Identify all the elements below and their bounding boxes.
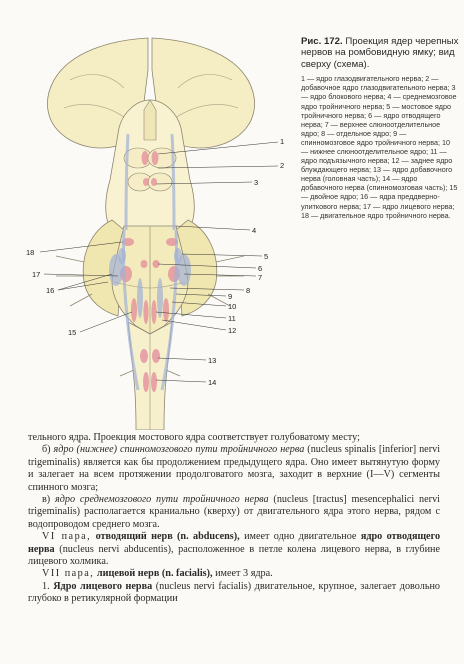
abducens-nucleus-left — [141, 260, 148, 268]
hypoglossal-nucleus-right — [151, 300, 156, 324]
callout-6: 6 — [258, 264, 263, 273]
p6-bold: Ядро лицевого нерва — [53, 580, 153, 592]
paragraph-2 — [28, 444, 440, 494]
accessory-cranial-right — [152, 349, 160, 363]
body-text — [28, 432, 440, 606]
brainstem-nuclei-figure — [0, 30, 300, 430]
caption-title — [301, 36, 459, 70]
callout-5: 5 — [264, 252, 269, 261]
callout-4: 4 — [252, 226, 257, 235]
p3-italic: ядро среднемозгового пути тройничного нерва — [55, 494, 269, 506]
p4-bold: отводящий нерв (n. abducens), — [95, 531, 240, 543]
callout-13: 13 — [208, 356, 217, 365]
ambiguus-nucleus-left — [131, 298, 137, 322]
oculomotor-nucleus-left — [142, 151, 149, 165]
p4-bold-2: ядро отводящего нерва — [28, 531, 441, 555]
callout-17: 17 — [32, 270, 41, 279]
paragraph-1: тельного ядра. Проекция мостового ядра соответствует голубоватому месту; — [28, 432, 360, 443]
paragraph-3 — [28, 494, 440, 531]
figure-caption — [301, 36, 459, 220]
oculomotor-nucleus-right — [152, 151, 159, 165]
trochlear-nucleus-left — [143, 178, 149, 186]
callout-18: 18 — [26, 248, 35, 257]
p4-lead: VI пара, — [42, 531, 92, 543]
caption-legend: 1 — ядро глазодвигательного нерва; 2 — добавочное ядро глазодвигательного нерва; 3 — ядро блокового нерва; 4 — среднемозговое ядро тройничного нерва; 5 — мостовое ядро тройничного нерва; 6 — ядро отводящего нерва; 7 — верхнее слюноотделительное ядро; 8 — отдельное ядро; 9 — спинномозговое ядро тройничного нерва; 10 — нижнее слюноотделительное ядро; 11 — ядро подъязычного нерва; 12 — заднее ядро блуждающего нерва; 13 — ядро добавочного нерва (головная часть); 14 — ядро добавочного нерва (спинномозговая часть); 15 — двойное ядро; 16 — ядра преддверно-улиткового нерва; 17 — ядро лицевого нерва; 18 — двигательное ядро тройничного нерва. — [301, 74, 458, 220]
p4-mid: имеет одно двигательное — [244, 531, 357, 543]
p2-rest: (nucleus spinalis [inferior] nervi trigeminalis) является как бы продолжением предыдущего ядра. Оно имеет вытянутую форму и залегает на всем протяжении продолговатого мозга, заходит в верхние (I—V) сегменты спинного мозга; — [28, 444, 441, 493]
p4-rest: (nucleus nervi abducentis), расположенное в петле колена лицевого нерва, в глубине лицевого холмика. — [28, 543, 440, 568]
p2-lead: б) — [42, 444, 51, 456]
figure-number: Рис. 172. — [301, 36, 343, 47]
paragraph-6 — [28, 581, 440, 606]
callout-16: 16 — [46, 286, 55, 295]
p3-lead: в) — [42, 494, 51, 506]
brainstem-illustration — [47, 38, 257, 430]
p6-lead: 1. — [42, 580, 50, 592]
caption-title-text: Проекция ядер черепных нервов на ромбовидную ямку; вид сверху (схема). — [301, 36, 459, 70]
hypoglossal-nucleus-left — [143, 300, 148, 324]
callout-9: 9 — [228, 292, 233, 301]
callout-14: 14 — [208, 378, 217, 387]
solitary-nucleus-left — [137, 278, 143, 318]
accessory-spinal-left — [143, 372, 149, 392]
accessory-cranial-left — [140, 349, 148, 363]
paragraph-5 — [28, 568, 440, 580]
p2-italic: ядро (нижнее) спинномозгового пути тройничного нерва — [53, 444, 305, 456]
paragraph-4 — [28, 531, 440, 568]
callout-15: 15 — [68, 328, 77, 337]
callout-1: 1 — [280, 137, 285, 146]
p6-rest: (nucleus nervi facialis) двигательное, крупное, залегает довольно глубоко в ретикулярной формации — [28, 580, 441, 605]
p5-rest: имеет 3 ядра. — [215, 568, 273, 580]
callout-11: 11 — [228, 314, 236, 323]
callout-12: 12 — [228, 326, 237, 335]
p5-lead: VII пара, — [42, 568, 95, 580]
p5-bold: лицевой нерв (n. facialis), — [96, 568, 213, 580]
callout-10: 10 — [228, 302, 237, 311]
trochlear-nucleus-right — [151, 178, 157, 186]
callout-8: 8 — [246, 286, 251, 295]
ambiguus-nucleus-right — [163, 298, 169, 322]
p3-rest: (nucleus [tractus] mesencephalici nervi trigeminalis) располагается краниально (кверху) от двигательного ядра этого нерва, рядом с водопроводом среднего мозга. — [28, 494, 440, 530]
callout-2: 2 — [280, 161, 285, 170]
accessory-spinal-right — [151, 372, 157, 392]
callout-7: 7 — [258, 273, 263, 282]
callout-3: 3 — [254, 178, 259, 187]
